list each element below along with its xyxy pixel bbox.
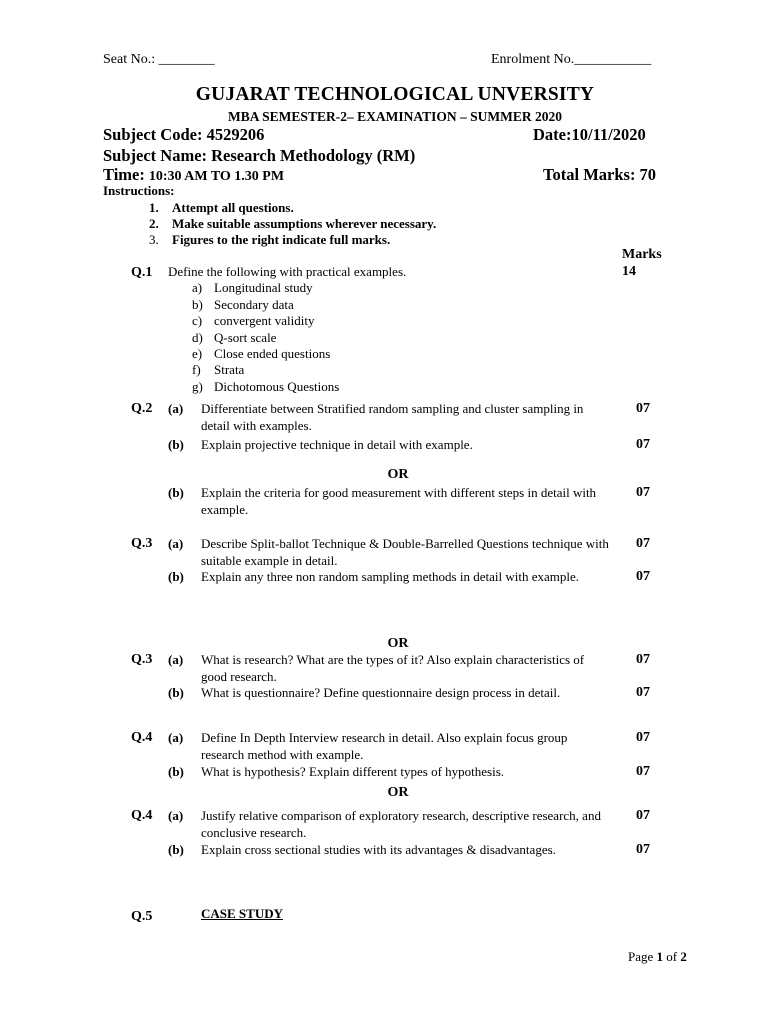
list-letter: e) bbox=[192, 346, 203, 361]
list-letter: d) bbox=[192, 330, 203, 345]
case-study-heading: CASE STUDY bbox=[201, 906, 283, 921]
question-part: (b) bbox=[168, 764, 184, 779]
question-marks: 07 bbox=[636, 652, 650, 667]
page-prefix: Page bbox=[628, 949, 657, 964]
question-text: What is hypothesis? Explain different types of hypothesis. bbox=[201, 764, 505, 779]
question-text: Define the following with practical examples. bbox=[168, 264, 407, 279]
question-number: Q.2 bbox=[131, 401, 153, 416]
exam-date: Date:10/11/2020 bbox=[533, 125, 646, 144]
question-part: (b) bbox=[168, 685, 184, 700]
list-item: Secondary data bbox=[214, 297, 294, 312]
question-number: Q.4 bbox=[131, 730, 153, 745]
subject-code: Subject Code: 4529206 bbox=[103, 125, 265, 144]
seat-no: Seat No.: ________ bbox=[103, 52, 215, 67]
question-text: Describe Split-ballot Technique & Double-Barrelled Questions technique with suitable example in detail. bbox=[201, 536, 609, 568]
question-marks: 07 bbox=[636, 764, 650, 779]
question-marks: 07 bbox=[636, 536, 650, 551]
question-part: (a) bbox=[168, 808, 184, 823]
question-part: (b) bbox=[168, 842, 184, 857]
list-letter: g) bbox=[192, 379, 203, 394]
question-marks: 07 bbox=[636, 401, 650, 416]
university-title: GUJARAT TECHNOLOGICAL UNVERSITY bbox=[195, 84, 595, 105]
list-letter: f) bbox=[192, 362, 201, 377]
question-marks: 07 bbox=[636, 437, 650, 452]
question-text: Define In Depth Interview research in detail. Also explain focus group research method with example. bbox=[201, 730, 568, 762]
question-text: Justify relative comparison of exploratory research, descriptive research, and conclusive research. bbox=[201, 808, 601, 840]
question-text: What is research? What are the types of it? Also explain characteristics of good research. bbox=[201, 652, 585, 684]
question-part: (a) bbox=[168, 536, 184, 551]
list-item: Dichotomous Questions bbox=[214, 379, 340, 394]
question-part: (a) bbox=[168, 730, 184, 745]
marks-header: Marks bbox=[622, 247, 662, 262]
question-marks: 07 bbox=[636, 842, 650, 857]
question-marks: 07 bbox=[636, 685, 650, 700]
question-marks: 07 bbox=[636, 808, 650, 823]
question-part: (b) bbox=[168, 437, 184, 452]
question-text: Explain the criteria for good measurement with different steps in detail with example. bbox=[201, 485, 597, 517]
question-marks: 07 bbox=[636, 485, 650, 500]
question-marks: 14 bbox=[622, 264, 636, 279]
list-item: Close ended questions bbox=[214, 346, 331, 361]
instruction-num: 2. bbox=[149, 216, 159, 231]
question-marks: 07 bbox=[636, 569, 650, 584]
exam-title: MBA SEMESTER-2– EXAMINATION – SUMMER 2020 bbox=[228, 109, 562, 124]
instruction-item: Make suitable assumptions wherever necessary. bbox=[172, 216, 437, 231]
list-item: convergent validity bbox=[214, 313, 315, 328]
subject-name: Subject Name: Research Methodology (RM) bbox=[103, 146, 416, 165]
or-divider: OR bbox=[387, 785, 409, 800]
question-part: (b) bbox=[168, 485, 184, 500]
question-text: What is questionnaire? Define questionnaire design process in detail. bbox=[201, 685, 561, 700]
exam-time bbox=[103, 165, 284, 185]
page-total: 2 bbox=[680, 949, 687, 964]
or-divider: OR bbox=[387, 467, 409, 482]
or-divider: OR bbox=[387, 636, 409, 651]
list-letter: a) bbox=[192, 280, 203, 295]
page-indicator bbox=[628, 949, 687, 965]
list-item: Strata bbox=[214, 362, 245, 377]
question-marks: 07 bbox=[636, 730, 650, 745]
time-value: 10:30 AM TO 1.30 PM bbox=[148, 169, 285, 184]
total-marks: Total Marks: 70 bbox=[543, 165, 657, 184]
enrolment-no: Enrolment No.___________ bbox=[491, 52, 652, 67]
question-number: Q.5 bbox=[131, 909, 153, 924]
instruction-item: Figures to the right indicate full marks. bbox=[172, 232, 391, 247]
list-letter: c) bbox=[192, 313, 203, 328]
time-label: Time: bbox=[103, 165, 145, 184]
question-part: (a) bbox=[168, 401, 184, 416]
question-number: Q.3 bbox=[131, 536, 153, 551]
question-number: Q.1 bbox=[131, 265, 153, 280]
question-text: Explain projective technique in detail with example. bbox=[201, 437, 473, 452]
question-part: (b) bbox=[168, 569, 184, 584]
page-number: 1 bbox=[656, 949, 664, 964]
question-number: Q.4 bbox=[131, 808, 153, 823]
page-of: of bbox=[663, 949, 681, 964]
instructions-heading: Instructions: bbox=[103, 183, 175, 198]
list-letter: b) bbox=[192, 297, 203, 312]
question-text: Explain any three non random sampling methods in detail with example. bbox=[201, 569, 579, 584]
instruction-item: Attempt all questions. bbox=[172, 200, 294, 215]
question-number: Q.3 bbox=[131, 652, 153, 667]
list-item: Longitudinal study bbox=[214, 280, 313, 295]
question-part: (a) bbox=[168, 652, 184, 667]
list-item: Q-sort scale bbox=[214, 330, 277, 345]
instruction-num: 1. bbox=[149, 200, 159, 215]
instruction-num: 3. bbox=[149, 232, 159, 247]
question-text: Explain cross sectional studies with its advantages & disadvantages. bbox=[201, 842, 556, 857]
question-text: Differentiate between Stratified random sampling and cluster sampling in detail with examples. bbox=[201, 401, 584, 433]
